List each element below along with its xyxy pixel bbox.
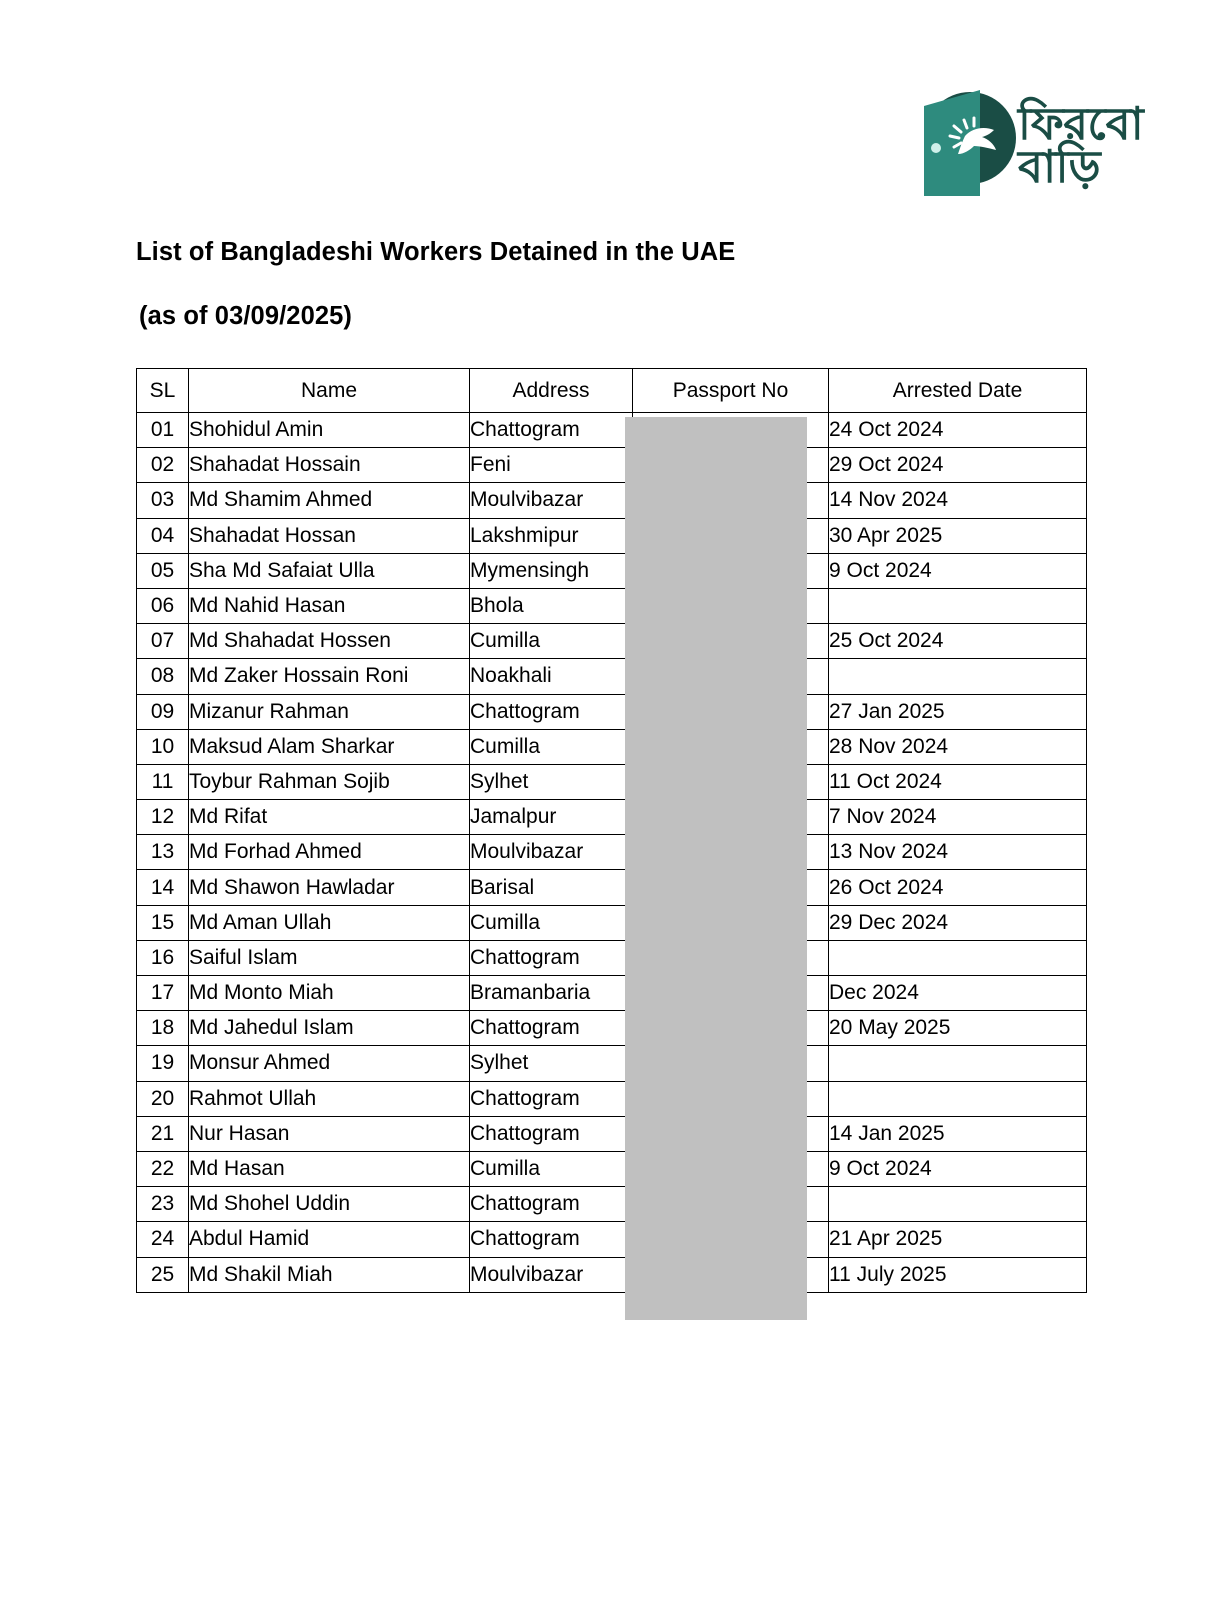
table-cell-arrested-date: 27 Jan 2025 [829,694,1087,729]
table-cell-address: Cumilla [470,624,633,659]
passport-number-redaction-block [625,417,807,1320]
table-cell-sl: 15 [137,905,189,940]
table-cell-sl: 17 [137,976,189,1011]
table-cell-address: Chattogram [470,940,633,975]
table-row [137,976,1087,1011]
table-cell-name: Md Hasan [189,1151,470,1186]
table-cell-name: Md Shawon Hawladar [189,870,470,905]
table-cell-arrested-date: 14 Nov 2024 [829,483,1087,518]
table-cell-address: Chattogram [470,1187,633,1222]
table-row [137,448,1087,483]
table-row [137,940,1087,975]
table-cell-address: Jamalpur [470,800,633,835]
table-cell-arrested-date: 14 Jan 2025 [829,1116,1087,1151]
table-cell-name: Md Shohel Uddin [189,1187,470,1222]
detainee-table-container [136,368,1086,1293]
table-cell-name: Md Shakil Miah [189,1257,470,1292]
table-cell-name: Abdul Hamid [189,1222,470,1257]
table-cell-sl: 05 [137,553,189,588]
table-cell-arrested-date: 26 Oct 2024 [829,870,1087,905]
table-cell-address: Bramanbaria [470,976,633,1011]
table-cell-name: Md Nahid Hasan [189,588,470,623]
table-cell-address: Mymensingh [470,553,633,588]
table-cell-address: Chattogram [470,413,633,448]
table-cell-sl: 12 [137,800,189,835]
table-cell-address: Cumilla [470,1151,633,1186]
table-cell-address: Moulvibazar [470,483,633,518]
table-cell-address: Lakshmipur [470,518,633,553]
table-cell-address: Feni [470,448,633,483]
table-row [137,1222,1087,1257]
table-cell-sl: 25 [137,1257,189,1292]
column-header-arrested: Arrested Date [829,369,1087,413]
table-row [137,800,1087,835]
table-cell-name: Shahadat Hossan [189,518,470,553]
table-cell-sl: 24 [137,1222,189,1257]
table-cell-address: Chattogram [470,1222,633,1257]
table-cell-sl: 14 [137,870,189,905]
table-cell-arrested-date [829,659,1087,694]
table-cell-name: Md Monto Miah [189,976,470,1011]
table-row [137,905,1087,940]
table-cell-address: Moulvibazar [470,835,633,870]
table-cell-arrested-date: 21 Apr 2025 [829,1222,1087,1257]
table-cell-sl: 07 [137,624,189,659]
table-cell-sl: 04 [137,518,189,553]
table-row [137,588,1087,623]
table-cell-name: Toybur Rahman Sojib [189,764,470,799]
table-cell-address: Bhola [470,588,633,623]
table-cell-arrested-date: 29 Oct 2024 [829,448,1087,483]
table-cell-address: Cumilla [470,729,633,764]
table-cell-arrested-date [829,1046,1087,1081]
table-row [137,694,1087,729]
table-cell-arrested-date: 13 Nov 2024 [829,835,1087,870]
table-cell-arrested-date: 20 May 2025 [829,1011,1087,1046]
table-cell-name: Saiful Islam [189,940,470,975]
table-row [137,870,1087,905]
logo-text-line-1: ফিরবো [1018,97,1144,149]
table-cell-sl: 06 [137,588,189,623]
table-cell-name: Md Shamim Ahmed [189,483,470,518]
table-cell-name: Md Shahadat Hossen [189,624,470,659]
table-header-row [137,369,1087,413]
table-cell-sl: 03 [137,483,189,518]
column-header-address: Address [470,369,633,413]
logo [908,84,1148,206]
table-cell-address: Noakhali [470,659,633,694]
table-row [137,1151,1087,1186]
table-body [137,413,1087,1293]
table-cell-sl: 08 [137,659,189,694]
page-subtitle: (as of 03/09/2025) [139,302,353,330]
table-row [137,1011,1087,1046]
table-cell-sl: 13 [137,835,189,870]
table-cell-name: Nur Hasan [189,1116,470,1151]
table-cell-arrested-date: 25 Oct 2024 [829,624,1087,659]
table-cell-address: Chattogram [470,1116,633,1151]
table-cell-address: Barisal [470,870,633,905]
table-cell-sl: 02 [137,448,189,483]
table-cell-sl: 18 [137,1011,189,1046]
table-cell-name: Md Forhad Ahmed [189,835,470,870]
table-cell-name: Md Rifat [189,800,470,835]
table-row [137,413,1087,448]
table-row [137,1081,1087,1116]
table-row [137,835,1087,870]
table-cell-arrested-date: 9 Oct 2024 [829,1151,1087,1186]
table-cell-name: Shohidul Amin [189,413,470,448]
table-cell-name: Shahadat Hossain [189,448,470,483]
table-cell-address: Chattogram [470,1011,633,1046]
table-cell-arrested-date: 29 Dec 2024 [829,905,1087,940]
table-row [137,729,1087,764]
column-header-name: Name [189,369,470,413]
table-row [137,1187,1087,1222]
table-cell-sl: 10 [137,729,189,764]
table-row [137,553,1087,588]
table-cell-address: Cumilla [470,905,633,940]
table-cell-address: Sylhet [470,1046,633,1081]
column-header-sl: SL [137,369,189,413]
table-cell-sl: 16 [137,940,189,975]
table-cell-name: Md Zaker Hossain Roni [189,659,470,694]
table-row [137,659,1087,694]
table-cell-name: Md Aman Ullah [189,905,470,940]
table-cell-name: Sha Md Safaiat Ulla [189,553,470,588]
table-cell-sl: 22 [137,1151,189,1186]
table-cell-arrested-date [829,1187,1087,1222]
detainee-table [136,368,1087,1293]
table-cell-arrested-date: 11 July 2025 [829,1257,1087,1292]
table-cell-address: Sylhet [470,764,633,799]
door-bird-logo-icon [908,84,1020,204]
table-cell-arrested-date [829,588,1087,623]
table-row [137,1116,1087,1151]
table-cell-sl: 09 [137,694,189,729]
table-cell-arrested-date: 24 Oct 2024 [829,413,1087,448]
table-cell-arrested-date: 9 Oct 2024 [829,553,1087,588]
table-cell-arrested-date: 30 Apr 2025 [829,518,1087,553]
table-row [137,1257,1087,1292]
table-cell-sl: 23 [137,1187,189,1222]
column-header-passport: Passport No [633,369,829,413]
logo-text-line-2: বাড়ি [1018,141,1101,192]
table-row [137,624,1087,659]
table-row [137,764,1087,799]
page-title: List of Bangladeshi Workers Detained in the UAE [136,238,736,266]
table-cell-arrested-date: 28 Nov 2024 [829,729,1087,764]
table-head [137,369,1087,413]
table-cell-arrested-date: Dec 2024 [829,976,1087,1011]
table-cell-arrested-date: 7 Nov 2024 [829,800,1087,835]
table-cell-name: Monsur Ahmed [189,1046,470,1081]
table-row [137,1046,1087,1081]
table-cell-arrested-date: 11 Oct 2024 [829,764,1087,799]
table-cell-sl: 21 [137,1116,189,1151]
table-row [137,518,1087,553]
table-cell-name: Rahmot Ullah [189,1081,470,1116]
table-row [137,483,1087,518]
table-cell-sl: 01 [137,413,189,448]
table-cell-name: Maksud Alam Sharkar [189,729,470,764]
table-cell-name: Md Jahedul Islam [189,1011,470,1046]
table-cell-arrested-date [829,940,1087,975]
logo-wordmark [1018,86,1150,204]
table-cell-sl: 11 [137,764,189,799]
table-cell-name: Mizanur Rahman [189,694,470,729]
table-cell-sl: 20 [137,1081,189,1116]
table-cell-address: Chattogram [470,694,633,729]
table-cell-address: Moulvibazar [470,1257,633,1292]
table-cell-arrested-date [829,1081,1087,1116]
table-cell-sl: 19 [137,1046,189,1081]
table-cell-address: Chattogram [470,1081,633,1116]
